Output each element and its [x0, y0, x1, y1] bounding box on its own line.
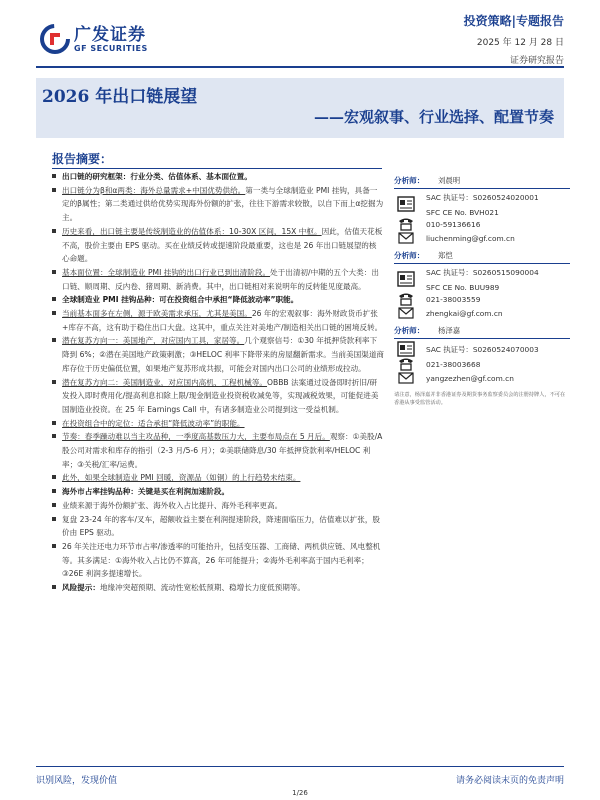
report-subtitle: ——宏观叙事、行业选择、配置节奏	[313, 108, 554, 126]
abstract-item	[52, 471, 384, 485]
abstract-text: 第一类与全球制造业 PMI 挂钩，具备一定的β属性；第二类通过供给优势实现海外份额的扩张，往往下游需求较散，以自下而上α挖掘为主。	[62, 185, 384, 223]
abstract-text: 几个观察信号：①30 年抵押贷款利率下降到 6%；②潜在美国地产政策刺激；③HELOC 利率下降带来的房屋翻新需求。当前美国渠道商库存位于历史偏低位置，如果地产复苏形成共振，可能会对国内出口公司的业绩形成拉动。	[62, 336, 385, 373]
abstract-text: 26 年的宏观叙事：海外财政货币扩张+库存不高，这有助于稳住出口大盘。这其中，重点关注对美地产/制造相关出口链的困境反转。	[62, 309, 383, 332]
abstract-text: 潜在复苏方向一：美国地产，对应国内工具，家居等。	[62, 336, 245, 346]
abstract-text: 出口链的研究框架：行业分类、估值体系、基本面位置。	[62, 172, 252, 181]
analyst-sac: SAC 执证号：S0260515090004	[426, 267, 539, 277]
analyst-header	[394, 172, 570, 186]
abstract-text: 此外，如果全球制造业 PMI 回暖，资源品（如铜）的上行趋势未结束。	[62, 473, 301, 483]
page-number: 1/26	[292, 789, 308, 797]
analyst-email[interactable]: zhengkai@gf.com.cn	[426, 308, 503, 318]
analyst-email-row[interactable]	[394, 371, 570, 385]
analyst-divider	[394, 263, 570, 264]
abstract-text: 风险提示：	[62, 583, 100, 593]
abstract-item	[52, 417, 384, 431]
analyst-label: 分析师：	[394, 326, 425, 335]
abstract-item	[52, 334, 384, 375]
phone-icon	[394, 217, 418, 231]
id-card-icon	[394, 271, 418, 287]
logo-cn: 广发证券	[74, 24, 146, 45]
abstract-text: 复盘 23-24 年的客车/叉车，超额收益主要在利润提速阶段，降速面临压力，估值难以扩张，股价由 EPS 驱动。	[62, 514, 381, 538]
email-icon	[394, 307, 418, 319]
analyst-email[interactable]: liuchenming@gf.com.cn	[426, 233, 515, 243]
abstract-text: 全球制造业 PMI 挂钩品种：可在投资组合中承担“降低波动率”职能。	[62, 295, 299, 305]
id-card-icon	[394, 196, 418, 212]
abstract-item	[52, 293, 384, 307]
abstract-text: 海外市占率挂钩品种：关键是买在利润加速阶段。	[62, 487, 230, 497]
abstract-item	[52, 184, 384, 225]
report-type: 投资策略|专题报告	[463, 14, 564, 28]
abstract-text: 因此，估值天花板不高，股价主要由 EPS 驱动。买在业绩反转或提速阶段最重要，这也是 26 年出口链展望的核心命题。	[62, 226, 383, 264]
gf-logo	[40, 24, 148, 54]
analyst-email[interactable]: yangzezhen@gf.com.cn	[426, 373, 514, 383]
phone-icon	[394, 357, 418, 371]
abstract-item	[52, 581, 384, 595]
abstract-item	[52, 266, 384, 293]
id-card-icon	[394, 341, 418, 357]
abstract-text: 其多满足：①海外收入占比仍不算高，26 年可能提升；②海外毛利率高于国内毛利率；③26E 利润多提速增长。	[62, 555, 369, 579]
analyst-id-row	[394, 191, 570, 217]
analyst-header	[394, 247, 570, 261]
abstract-text: 业绩来源于海外份额扩张、海外收入占比提升、海外毛利率更高。	[62, 500, 283, 510]
abstract-text: 潜在复苏方向二：美国制造业，对应国内高机、工程机械等。	[62, 377, 268, 387]
abstract-divider	[52, 168, 382, 169]
abstract-item	[52, 513, 384, 540]
analyst-phone-row	[394, 292, 570, 306]
analyst-sfc: SFC CE No. BUU989	[426, 282, 500, 292]
abstract-item	[52, 376, 384, 417]
abstract-text: 出口链分为β和α两类：海外总量需求+中国优势供给。	[62, 185, 246, 195]
analyst-divider	[394, 188, 570, 189]
logo-en: GF SECURITIES	[74, 43, 148, 53]
analyst-sfc: SFC CE No. BVH021	[426, 207, 499, 217]
analyst-name: 郑恺	[438, 251, 453, 260]
abstract-item	[52, 225, 384, 266]
abstract-body	[52, 170, 384, 595]
abstract-text: 地缘冲突超预期、流动性宽松低预期、稳增长力度低预期等。	[99, 583, 305, 593]
analyst-email-row[interactable]	[394, 231, 570, 245]
analyst-phone-row	[394, 357, 570, 371]
analyst-phone: 021-38003668	[426, 359, 481, 369]
footer-disclaimer: 请务必阅读末页的免责声明	[455, 776, 564, 786]
analyst-sac: SAC 执证号：S0260524020001	[426, 192, 539, 202]
abstract-text: 26 年关注还电力环节市占率/渗透率的可能抬升，包括变压器、工商储、两机供应链、风电整机等。	[62, 541, 381, 565]
abstract-heading: 报告摘要：	[52, 152, 113, 166]
analyst-label: 分析师：	[394, 251, 425, 260]
abstract-text: 节奏：春季躁动难以当主攻品种，一季度高基数压力大，主要布局点在 5 月后。	[62, 432, 330, 442]
abstract-text: 观察：①美股/A 股公司对需求和库存的指引（2-3 月/5-6 月）；②美联储降息/30 年抵押贷款利率/HELOC 利率；③关税/汇率/运费。	[62, 432, 383, 469]
abstract-text: 处于出清初/中期的五个大类：出口链、顺周期、反内卷、猪周期、新消费。其中，出口链相对来说明年的反转能见度最高。	[62, 267, 379, 291]
abstract-item	[52, 485, 384, 499]
analyst-note: 请注意，杨泽嘉并非香港证券及期货事务监察委员会的注册持牌人，不可在香港从事受监管活动。	[394, 392, 566, 406]
page-footer	[36, 766, 564, 797]
analyst-id-row	[394, 266, 570, 292]
gf-logo-icon	[40, 24, 70, 54]
abstract-item	[52, 540, 384, 581]
abstract-text: 当前基本面多在左侧，源于欧美需求承压，尤其是美国。	[62, 309, 252, 319]
analyst-email-row[interactable]	[394, 306, 570, 320]
report-dept: 证券研究报告	[509, 56, 564, 66]
abstract-text: 历史来看，出口链主要是传统制造业的估值体系：10-30X 区间，15X 中枢。	[62, 226, 322, 236]
abstract-text: 基本面位置：全球制造业 PMI 挂钩的出口行业已到出清阶段。	[62, 267, 271, 277]
abstract-item	[52, 170, 384, 184]
header-meta	[464, 12, 564, 66]
analyst-phone: 010-59136616	[426, 219, 481, 229]
analyst-id-row	[394, 341, 570, 357]
abstract-item	[52, 307, 384, 334]
abstract-item	[52, 430, 384, 471]
analyst-phone: 021-38003559	[426, 294, 481, 304]
analyst-phone-row	[394, 217, 570, 231]
footer-slogan: 识别风险，发现价值	[36, 776, 118, 786]
analyst-sac: SAC 执证号：S0260524070003	[426, 344, 539, 354]
analyst-name: 刘晨明	[438, 176, 461, 185]
report-title: 2026 年出口链展望	[42, 87, 198, 107]
abstract-item	[52, 499, 384, 513]
report-date: 2025 年 12 月 28 日	[476, 38, 564, 48]
abstract-text: OBBB 法案通过设备即时折旧/研发投入即时费用化/提高利息扣除上限/现金制造业投资税收减免等，实现减税效果，可能促进美国制造业投资。在 25 年 Earnings Call 中，有诸多制造业公司提到这一受益机制。	[62, 377, 379, 414]
title-banner	[36, 78, 564, 138]
analyst-divider	[394, 338, 570, 339]
analyst-name: 杨泽嘉	[438, 326, 461, 335]
email-icon	[394, 232, 418, 244]
abstract-text: 在投资组合中的定位：适合承担“降低波动率”的职能。	[62, 418, 245, 428]
header-divider	[36, 66, 564, 68]
analyst-label: 分析师：	[394, 176, 425, 185]
analyst-header	[394, 322, 570, 336]
analyst-panel	[394, 172, 570, 407]
phone-icon	[394, 292, 418, 306]
email-icon	[394, 372, 418, 384]
